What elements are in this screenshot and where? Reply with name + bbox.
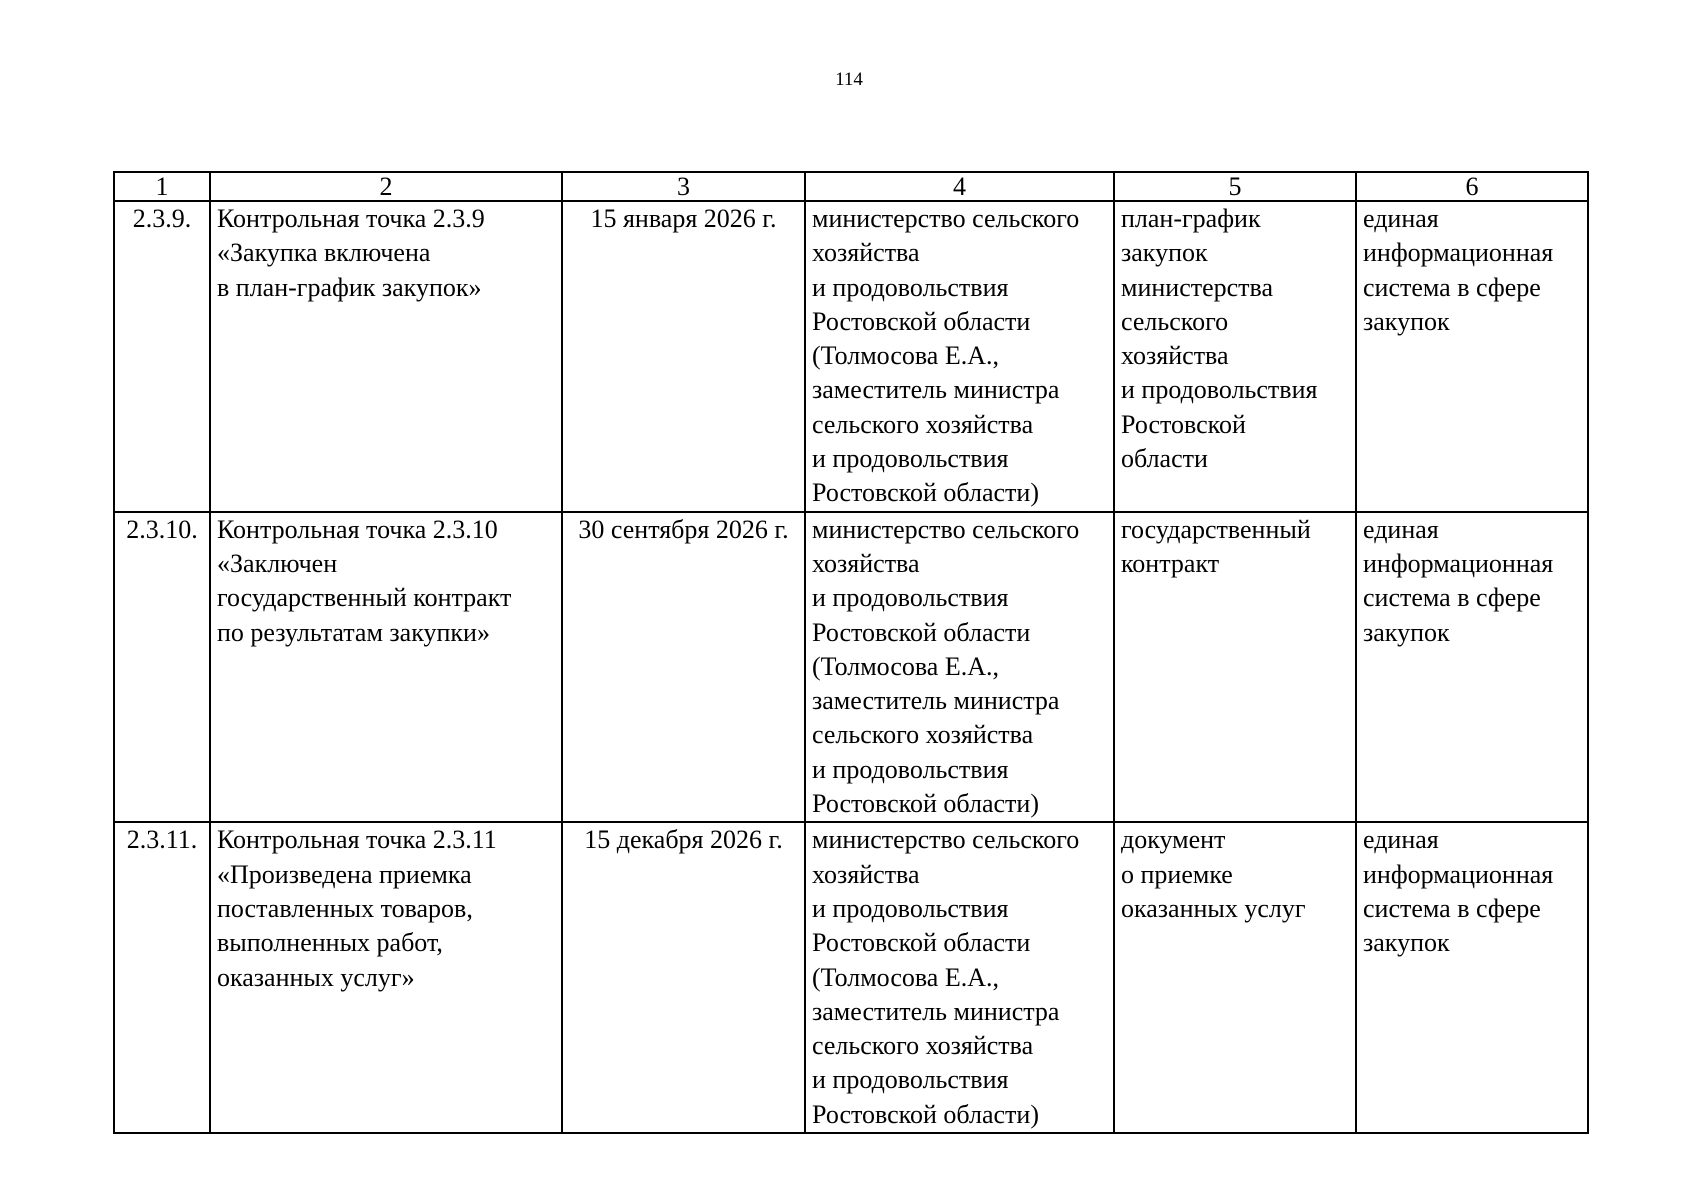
cell-text-line: сельского хозяйства bbox=[812, 1031, 1034, 1061]
responsible-cell bbox=[805, 201, 1114, 512]
control-point-title-cell bbox=[210, 512, 562, 823]
cell-text-line: информационная bbox=[1363, 548, 1554, 578]
information-system-cell bbox=[1356, 822, 1588, 1133]
cell-text-line: Ростовской области) bbox=[812, 478, 1039, 508]
cell-text-line: Ростовской области) bbox=[812, 1099, 1039, 1129]
header-cell: 6 bbox=[1356, 172, 1588, 201]
cell-text-line: (Толмосова Е.А., bbox=[812, 962, 999, 992]
cell-text-line: оказанных услуг» bbox=[217, 962, 415, 992]
control-points-table bbox=[113, 171, 1589, 1134]
cell-text-line: и продовольствия bbox=[812, 272, 1009, 302]
header-cell: 4 bbox=[805, 172, 1114, 201]
result-document-cell bbox=[1114, 201, 1356, 512]
header-cell: 5 bbox=[1114, 172, 1356, 201]
cell-text-line: система в сфере bbox=[1363, 272, 1541, 302]
result-document-cell bbox=[1114, 512, 1356, 823]
deadline-date-cell: 15 декабря 2026 г. bbox=[562, 822, 805, 1133]
cell-text-line: «Произведена приемка bbox=[217, 859, 472, 889]
cell-text-line: Ростовской bbox=[1121, 409, 1246, 439]
cell-text-line: о приемке bbox=[1121, 859, 1233, 889]
cell-text-line: министерство сельского bbox=[812, 204, 1080, 233]
cell-text-line: хозяйства bbox=[812, 859, 920, 889]
cell-text-line: и продовольствия bbox=[812, 893, 1009, 923]
cell-text-line: и продовольствия bbox=[812, 444, 1009, 474]
cell-text-line: закупок bbox=[1121, 238, 1208, 268]
cell-text-line: хозяйства bbox=[812, 548, 920, 578]
cell-text-line: министерство сельского bbox=[812, 514, 1080, 544]
cell-text-line: информационная bbox=[1363, 859, 1554, 889]
page-number: 114 bbox=[835, 69, 863, 90]
cell-text-line: план-график bbox=[1121, 204, 1261, 233]
cell-text-line: и продовольствия bbox=[812, 754, 1009, 784]
cell-text-line: поставленных товаров, bbox=[217, 893, 473, 923]
table-row bbox=[114, 201, 1588, 512]
cell-text-line: министерства bbox=[1121, 272, 1274, 302]
cell-text-line: области bbox=[1121, 444, 1208, 474]
cell-text-line: оказанных услуг bbox=[1121, 893, 1306, 923]
cell-text-line: контракт bbox=[1121, 548, 1220, 578]
cell-text-line: выполненных работ, bbox=[217, 928, 443, 958]
cell-text-line: закупок bbox=[1363, 306, 1450, 336]
table-row bbox=[114, 512, 1588, 823]
cell-text-line: Ростовской области bbox=[812, 617, 1031, 647]
cell-text-line: Ростовской области) bbox=[812, 789, 1039, 819]
cell-text-line: единая bbox=[1363, 825, 1439, 855]
result-document-cell bbox=[1114, 822, 1356, 1133]
cell-text-line: система в сфере bbox=[1363, 583, 1541, 613]
cell-text-line: «Закупка включена bbox=[217, 238, 431, 268]
cell-text-line: Ростовской области bbox=[812, 306, 1031, 336]
responsible-cell bbox=[805, 822, 1114, 1133]
cell-text-line: закупок bbox=[1363, 617, 1450, 647]
cell-text-line: (Толмосова Е.А., bbox=[812, 651, 999, 681]
table-header-row bbox=[114, 172, 1588, 201]
cell-text-line: (Толмосова Е.А., bbox=[812, 341, 999, 371]
information-system-cell bbox=[1356, 201, 1588, 512]
cell-text-line: сельского bbox=[1121, 306, 1229, 336]
cell-text-line: заместитель министра bbox=[812, 375, 1060, 405]
deadline-date-cell: 15 января 2026 г. bbox=[562, 201, 805, 512]
deadline-date-cell: 30 сентября 2026 г. bbox=[562, 512, 805, 823]
control-point-title-cell bbox=[210, 822, 562, 1133]
cell-text-line: министерство сельского bbox=[812, 825, 1080, 855]
cell-text-line: в план-график закупок» bbox=[217, 272, 482, 302]
row-number-cell: 2.3.9. bbox=[114, 201, 210, 512]
cell-text-line: по результатам закупки» bbox=[217, 617, 490, 647]
cell-text-line: заместитель министра bbox=[812, 996, 1060, 1026]
cell-text-line: государственный bbox=[1121, 514, 1311, 544]
cell-text-line: государственный контракт bbox=[217, 583, 512, 613]
header-cell: 3 bbox=[562, 172, 805, 201]
cell-text-line: единая bbox=[1363, 204, 1439, 233]
cell-text-line: система в сфере bbox=[1363, 893, 1541, 923]
cell-text-line: сельского хозяйства bbox=[812, 720, 1034, 750]
cell-text-line: единая bbox=[1363, 514, 1439, 544]
cell-text-line: информационная bbox=[1363, 238, 1554, 268]
header-cell: 2 bbox=[210, 172, 562, 201]
row-number-cell: 2.3.11. bbox=[114, 822, 210, 1133]
cell-text-line: хозяйства bbox=[1121, 341, 1229, 371]
cell-text-line: хозяйства bbox=[812, 238, 920, 268]
table-row bbox=[114, 822, 1588, 1133]
responsible-cell bbox=[805, 512, 1114, 823]
row-number-cell: 2.3.10. bbox=[114, 512, 210, 823]
cell-text-line: и продовольствия bbox=[812, 583, 1009, 613]
cell-text-line: сельского хозяйства bbox=[812, 409, 1034, 439]
control-point-title-cell bbox=[210, 201, 562, 512]
cell-text-line: Контрольная точка 2.3.9 bbox=[217, 204, 485, 233]
cell-text-line: Ростовской области bbox=[812, 928, 1031, 958]
cell-text-line: Контрольная точка 2.3.11 bbox=[217, 825, 497, 855]
cell-text-line: и продовольствия bbox=[812, 1065, 1009, 1095]
cell-text-line: «Заключен bbox=[217, 548, 338, 578]
cell-text-line: Контрольная точка 2.3.10 bbox=[217, 514, 498, 544]
information-system-cell bbox=[1356, 512, 1588, 823]
header-cell: 1 bbox=[114, 172, 210, 201]
cell-text-line: закупок bbox=[1363, 928, 1450, 958]
cell-text-line: заместитель министра bbox=[812, 686, 1060, 716]
cell-text-line: документ bbox=[1121, 825, 1226, 855]
cell-text-line: и продовольствия bbox=[1121, 375, 1318, 405]
